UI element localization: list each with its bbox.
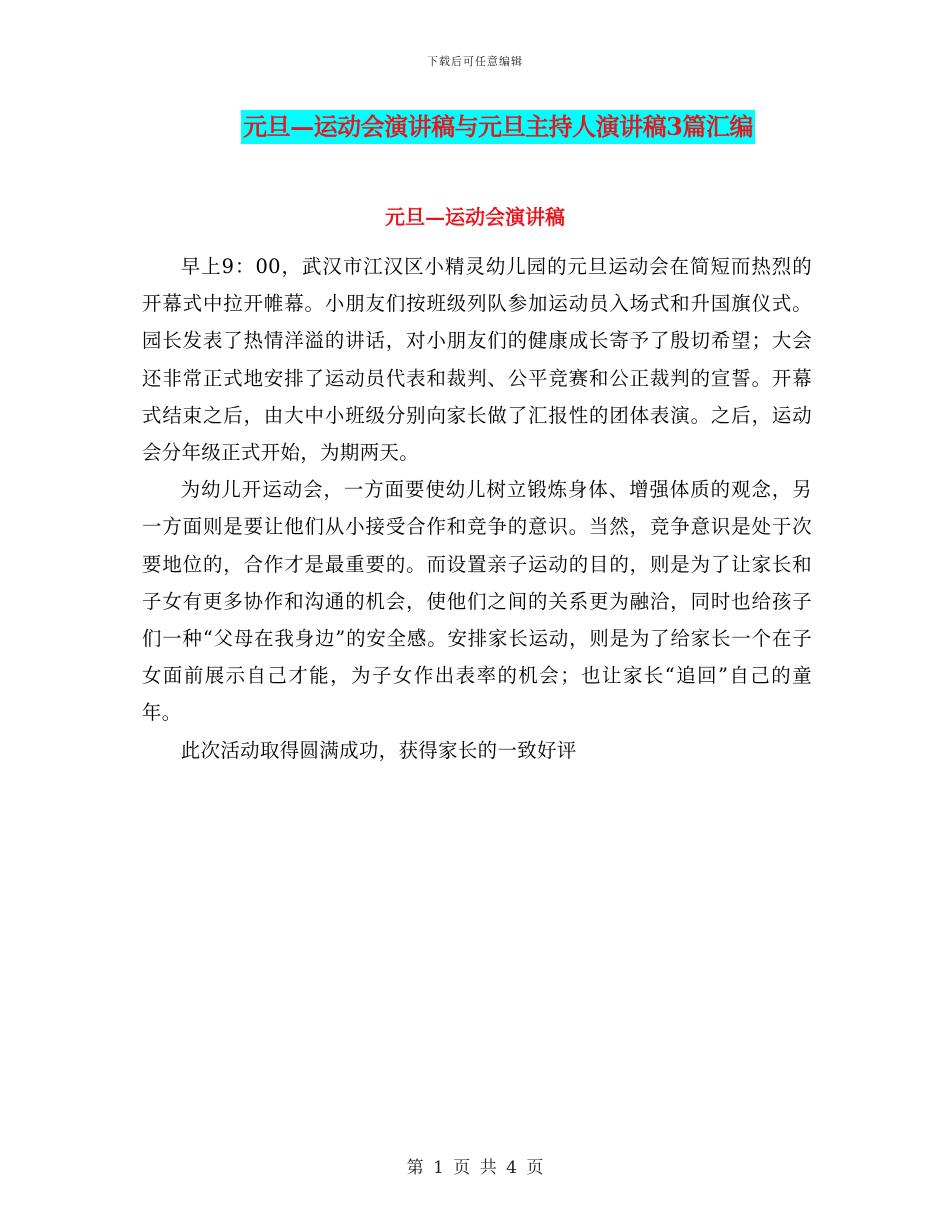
body-paragraph-1: 早上9：00，武汉市江汉区小精灵幼儿园的元旦运动会在简短而热烈的开幕式中拉开帷幕。小朋友们按班级列队参加运动员入场式和升国旗仪式。园长发表了热情洋溢的讲话，对小朋友们的健康成长寄予了殷切希望；大会还非常正式地安排了运动员代表和裁判、公平竞赛和公正裁判的宣誓。开幕式结束之后，由大中小班级分别向家长做了汇报性的团体表演。之后，运动会分年级正式开始，为期两天。 [142, 255, 812, 465]
page-header-note: 下载后可任意编辑 [427, 55, 523, 68]
body-paragraph-2: 为幼儿开运动会，一方面要使幼儿树立锻炼身体、增强体质的观念，另一方面则是要让他们从小接受合作和竞争的意识。当然，竞争意识是处于次要地位的，合作才是最重要的。而设置亲子运动的目的，则是为了让家长和子女有更多协作和沟通的机会，使他们之间的关系更为融洽，同时也给孩子们一种“父母在我身边”的安全感。安排家长运动，则是为了给家长一个在子女面前展示自己才能，为子女作出表率的机会；也让家长“追回”自己的童年。 [142, 478, 812, 725]
document-body [142, 248, 812, 769]
page-number-footer: 第 1 页 共 4 页 [406, 1158, 544, 1178]
document-title: 元旦—运动会演讲稿与元旦主持人演讲稿3篇汇编 [241, 110, 755, 144]
body-paragraph-3: 此次活动取得圆满成功，获得家长的一致好评 [180, 738, 577, 762]
document-title-container [0, 110, 950, 144]
section-title: 元旦—运动会演讲稿 [385, 205, 565, 229]
